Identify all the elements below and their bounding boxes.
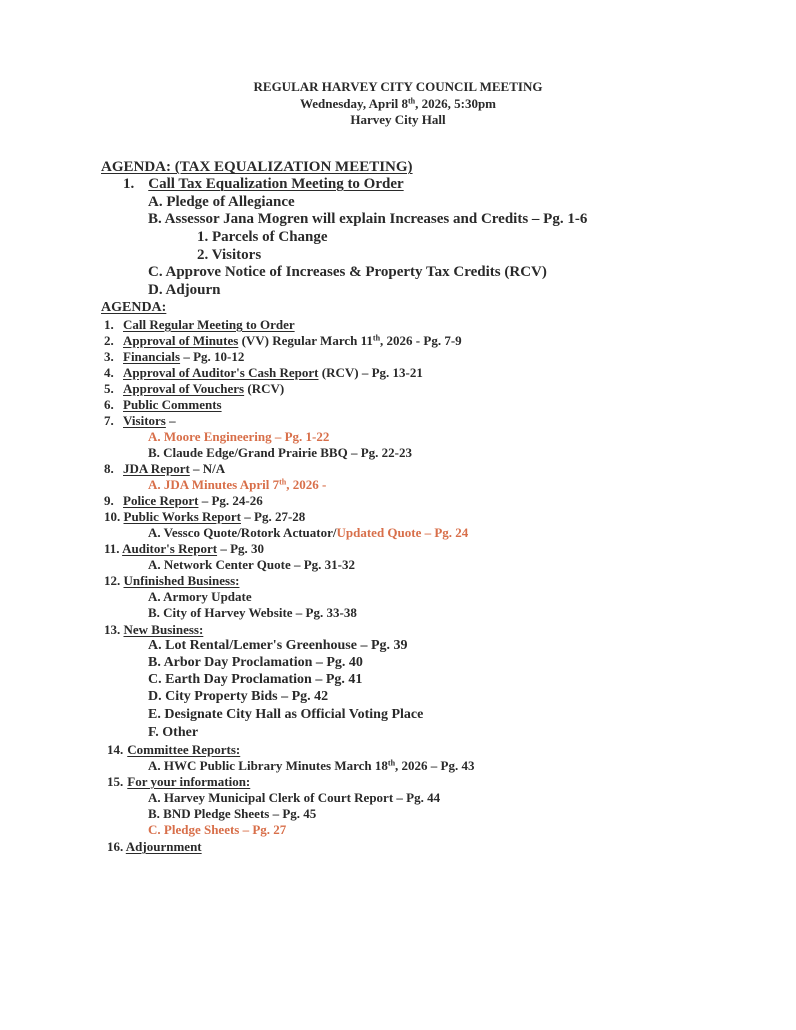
tax-item-d: D. Adjourn — [148, 282, 221, 298]
agenda-item-7b: B. Claude Edge/Grand Prairie BBQ – Pg. 22-23 — [148, 445, 412, 460]
agenda-item-3: 3. Financials – Pg. 10-12 — [104, 349, 245, 364]
agenda-item-10a: A. Vessco Quote/Rotork Actuator/Updated Quote – Pg. 24 — [148, 525, 469, 540]
meeting-location: Harvey City Hall — [350, 112, 446, 127]
agenda-item-10: 10. Public Works Report – Pg. 27-28 — [104, 509, 306, 524]
agenda-item-8a: A. JDA Minutes April 7th, 2026 - — [148, 477, 327, 492]
agenda-item-13d: D. City Property Bids – Pg. 42 — [148, 689, 329, 704]
agenda-item-8: 8. JDA Report – N/A — [104, 461, 226, 476]
agenda-item-4: 4. Approval of Auditor's Cash Report (RCV) – Pg. 13-21 — [104, 365, 423, 380]
tax-item-a: A. Pledge of Allegiance — [148, 194, 295, 210]
agenda-item-13f: F. Other — [148, 725, 199, 740]
agenda-item-6: 6. Public Comments — [104, 397, 222, 412]
agenda-item-7a: A. Moore Engineering – Pg. 1-22 — [148, 429, 330, 444]
agenda-item-12: 12. Unfinished Business: — [104, 573, 240, 588]
tax-item-b: B. Assessor Jana Mogren will explain Increases and Credits – Pg. 1-6 — [148, 211, 588, 227]
agenda-item-5: 5. Approval of Vouchers (RCV) — [104, 381, 285, 396]
tax-item-b1: 1. Parcels of Change — [197, 229, 328, 245]
agenda-item-14: 14. Committee Reports: — [107, 742, 241, 757]
meeting-date: Wednesday, April 8th, 2026, 5:30pm — [299, 96, 497, 111]
agenda-item-11: 11. Auditor's Report – Pg. 30 — [104, 541, 265, 556]
agenda-item-11a: A. Network Center Quote – Pg. 31-32 — [148, 557, 355, 572]
agenda-item-15b: B. BND Pledge Sheets – Pg. 45 — [148, 806, 317, 821]
agenda-item-16: 16. Adjournment — [107, 839, 202, 854]
agenda-item-13c: C. Earth Day Proclamation – Pg. 41 — [148, 672, 363, 687]
agenda-item-2: 2. Approval of Minutes (VV) Regular March 11th, 2026 - Pg. 7-9 — [104, 333, 462, 348]
tax-item-b2: 2. Visitors — [197, 247, 262, 263]
agenda-item-1: 1. Call Regular Meeting to Order — [104, 317, 295, 332]
agenda-item-15a: A. Harvey Municipal Clerk of Court Report – Pg. 44 — [148, 790, 441, 805]
agenda-item-7: 7. Visitors – — [104, 413, 176, 428]
agenda-item-14a: A. HWC Public Library Minutes March 18th, 2026 – Pg. 43 — [148, 758, 475, 773]
agenda-item-9: 9. Police Report – Pg. 24-26 — [104, 493, 263, 508]
agenda-item-15: 15. For your information: — [107, 774, 251, 789]
agenda-item-12a: A. Armory Update — [148, 589, 252, 604]
tax-item-c: C. Approve Notice of Increases & Property Tax Credits (RCV) — [148, 264, 547, 280]
agenda-item-13b: B. Arbor Day Proclamation – Pg. 40 — [148, 655, 363, 670]
meeting-title: REGULAR HARVEY CITY COUNCIL MEETING — [253, 79, 543, 94]
agenda-item-13a: A. Lot Rental/Lemer's Greenhouse – Pg. 39 — [148, 638, 408, 653]
tax-item-1: 1. Call Tax Equalization Meeting to Order — [123, 176, 404, 192]
agenda-item-12b: B. City of Harvey Website – Pg. 33-38 — [148, 605, 357, 620]
agenda-item-15c: C. Pledge Sheets – Pg. 27 — [148, 822, 287, 837]
agenda-item-13e: E. Designate City Hall as Official Voting Place — [148, 707, 424, 722]
agenda-heading: AGENDA: — [101, 300, 167, 315]
tax-agenda-heading: AGENDA: (TAX EQUALIZATION MEETING) — [101, 159, 413, 175]
agenda-item-13: 13. New Business: — [104, 622, 204, 637]
